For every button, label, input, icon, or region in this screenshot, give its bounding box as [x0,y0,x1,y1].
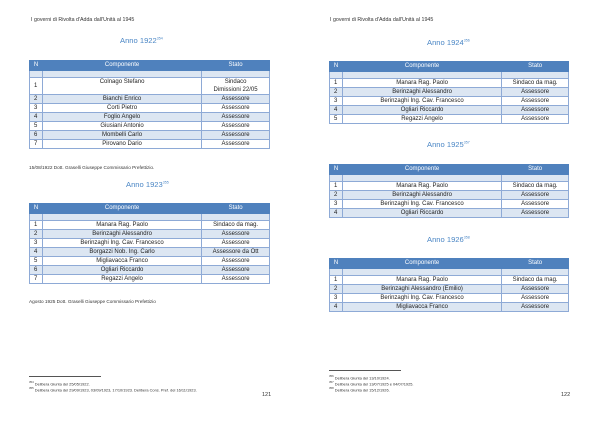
cell-stato: Assessore [502,200,569,209]
footnote-number: 354 [29,380,34,384]
cell-stato: Assessore [202,239,270,248]
cell-componente: Ogliari Riccardo [42,266,201,275]
footnote-text: Delibera Giunta del 13/10/1924. [334,375,390,381]
table-header-row [330,165,569,175]
footnote-ref: 357 [463,140,470,145]
footnote-text: Delibera Giunta del 25/05/1922. [34,381,90,387]
running-head: I governi di Rivolta d'Adda dall'Unità al 1945 [330,17,434,23]
cell-componente: Colnago Stefano [42,78,201,95]
table-spacer-row [30,214,270,221]
footnote-ref: 356 [463,38,470,43]
cell-stato: Assessore [202,104,270,113]
table-row [30,239,270,248]
cell-componente: Pirovano Dario [42,140,201,149]
cell-n: 6 [30,131,43,140]
col-header-n: N [330,165,343,175]
cell-n: 2 [330,88,343,97]
table-row [30,221,270,230]
cell-n: 1 [330,79,343,88]
table-row [30,248,270,257]
footnote-number: 356 [329,374,334,378]
footnote-ref: 354 [156,36,163,41]
council-table-1924 [329,61,569,124]
table-row [330,200,569,209]
cell-componente: Regazzi Angelo [342,115,501,124]
footnote [329,385,390,393]
cell-stato: Assessore [502,106,569,115]
cell-componente: Berinzaghi Alessandro (Emilio) [342,285,501,294]
cell-componente: Manara Rag. Paolo [342,182,501,191]
cell-n: 6 [30,266,43,275]
cell-n: 1 [30,221,43,230]
table-row [30,131,270,140]
table-row [330,191,569,200]
cell-stato: Assessore [202,140,270,149]
cell-stato: Sindaco da mag. [502,79,569,88]
table-row [330,294,569,303]
cell-componente: Foglio Angelo [42,113,201,122]
table-row [30,257,270,266]
cell-componente: Ogliari Riccardo [342,209,501,218]
cell-componente: Berinzaghi Ing. Cav. Francesco [342,97,501,106]
cell-n: 4 [330,209,343,218]
running-head: I governi di Rivolta d'Adda dall'Unità al 1945 [31,17,135,23]
table-row [330,276,569,285]
cell-n: 4 [30,113,43,122]
table-row [30,230,270,239]
table-header-row [30,61,270,71]
cell-stato [202,78,270,95]
cell-n: 4 [330,303,343,312]
cell-n: 4 [330,106,343,115]
table-row [30,275,270,284]
cell-n: 5 [330,115,343,124]
cell-componente: Manara Rag. Paolo [342,79,501,88]
footnote-number: 358 [329,386,334,390]
table-header-row [330,62,569,72]
year-title-text: Anno 1924 [427,38,464,47]
col-header-stato: Stato [202,61,270,71]
footnote-text: Delibera Giunta del 29/09/1923, 03/09/1923, 17/10/1923. Delibera Cons. Pref. del 16/11/1923. [34,387,197,393]
council-table-1923 [29,203,270,284]
col-header-componente: Componente [42,61,201,71]
page-number: 122 [561,392,571,398]
stato-line: Sindaco [224,79,247,85]
cell-stato: Assessore [502,285,569,294]
cell-stato: Assessore da Ott [202,248,270,257]
cell-componente: Borgazzi Nob. Ing. Carlo [42,248,201,257]
cell-n: 3 [330,97,343,106]
cell-componente: Regazzi Angelo [42,275,201,284]
cell-stato: Assessore [502,209,569,218]
table-row [330,88,569,97]
table-spacer-row [330,175,569,182]
table-spacer-row [330,269,569,276]
cell-n: 4 [30,248,43,257]
commissioner-note-1925: Agosto 1925 Dott. Graselli Giuseppe Commissario Prefettizio [29,299,156,304]
cell-componente: Ogliari Riccardo [342,106,501,115]
year-title-1923 [126,180,169,189]
cell-n: 7 [30,140,43,149]
year-title-text: Anno 1925 [427,140,464,149]
cell-n: 1 [330,182,343,191]
cell-stato: Assessore [502,88,569,97]
table-row [30,95,270,104]
cell-componente: Bianchi Enrico [42,95,201,104]
col-header-componente: Componente [342,259,501,269]
table-row [30,140,270,149]
table-row [330,209,569,218]
col-header-stato: Stato [202,204,270,214]
cell-componente: Mombelli Carlo [42,131,201,140]
cell-stato: Assessore [502,97,569,106]
cell-stato: Assessore [202,275,270,284]
cell-n: 3 [330,294,343,303]
cell-stato: Sindaco da mag. [202,221,270,230]
table-row [330,97,569,106]
footnote-text: Delibera Giunta del 13/07/1925 e 04/07/1925. [334,381,414,387]
table-spacer-row [30,71,270,78]
table-row [330,285,569,294]
col-header-componente: Componente [42,204,201,214]
page-number: 121 [262,392,272,398]
cell-n: 1 [30,78,43,95]
cell-n: 2 [330,191,343,200]
table-row [330,182,569,191]
cell-n: 5 [30,122,43,131]
year-title-text: Anno 1926 [427,235,464,244]
col-header-n: N [330,62,343,72]
year-title-1926 [427,235,470,244]
table-row [30,78,270,95]
cell-componente: Migliavacca Franco [342,303,501,312]
cell-n: 3 [30,239,43,248]
table-row [330,115,569,124]
cell-n: 1 [330,276,343,285]
council-table-1925 [329,164,569,218]
cell-componente: Berinzaghi Alessandro [42,230,201,239]
cell-stato: Assessore [202,113,270,122]
cell-n: 3 [30,104,43,113]
council-table-1926 [329,258,569,312]
cell-componente: Berinzaghi Alessandro [342,88,501,97]
cell-stato: Sindaco da mag. [502,276,569,285]
footnote-number: 355 [29,386,34,390]
cell-stato: Assessore [202,122,270,131]
col-header-componente: Componente [342,165,501,175]
table-header-row [30,204,270,214]
table-row [30,104,270,113]
table-row [330,79,569,88]
year-title-1925 [427,140,470,149]
cell-componente: Berinzaghi Ing. Cav. Francesco [342,200,501,209]
cell-componente: Migliavacca Franco [42,257,201,266]
col-header-n: N [30,61,43,71]
cell-stato: Assessore [202,230,270,239]
cell-stato: Assessore [202,266,270,275]
cell-stato: Assessore [202,95,270,104]
year-title-text: Anno 1922 [120,36,157,45]
footnote-text: Delibera Giunta del 15/12/1926. [334,387,390,393]
table-spacer-row [330,72,569,79]
council-table-1922 [29,60,270,149]
table-row [330,303,569,312]
footnote-number: 357 [329,380,334,384]
cell-stato: Sindaco da mag. [502,182,569,191]
table-row [30,266,270,275]
table-row [330,106,569,115]
cell-n: 2 [30,95,43,104]
footnote-ref: 358 [463,235,470,240]
commissioner-note-1922: 15/08/1922 Dott. Graselli Giuseppe Commissario Prefettizio. [29,165,155,170]
table-header-row [330,259,569,269]
cell-componente: Corti Pietro [42,104,201,113]
col-header-stato: Stato [502,62,569,72]
footnote-divider [329,370,401,371]
stato-line: Dimissioni 22/05 [213,87,258,93]
col-header-stato: Stato [502,259,569,269]
cell-stato: Assessore [502,191,569,200]
year-title-1922 [120,36,163,45]
col-header-n: N [30,204,43,214]
cell-componente: Giusiani Antonio [42,122,201,131]
cell-n: 2 [30,230,43,239]
cell-stato: Assessore [202,257,270,266]
cell-stato: Assessore [502,303,569,312]
cell-componente: Berinzaghi Ing. Cav. Francesco [342,294,501,303]
cell-stato: Assessore [502,115,569,124]
year-title-1924 [427,38,470,47]
right-page [300,0,600,424]
col-header-n: N [330,259,343,269]
cell-stato: Assessore [502,294,569,303]
table-row [30,113,270,122]
footnote-divider [29,376,101,377]
table-row [30,122,270,131]
col-header-componente: Componente [342,62,501,72]
cell-componente: Berinzaghi Ing. Cav. Francesco [42,239,201,248]
cell-componente: Berinzaghi Alessandro [342,191,501,200]
cell-n: 3 [330,200,343,209]
cell-n: 7 [30,275,43,284]
cell-componente: Manara Rag. Paolo [342,276,501,285]
year-title-text: Anno 1923 [126,180,163,189]
footnote [29,385,197,393]
cell-n: 5 [30,257,43,266]
cell-n: 2 [330,285,343,294]
col-header-stato: Stato [502,165,569,175]
cell-stato: Assessore [202,131,270,140]
cell-componente: Manara Rag. Paolo [42,221,201,230]
footnote-ref: 355 [162,180,169,185]
